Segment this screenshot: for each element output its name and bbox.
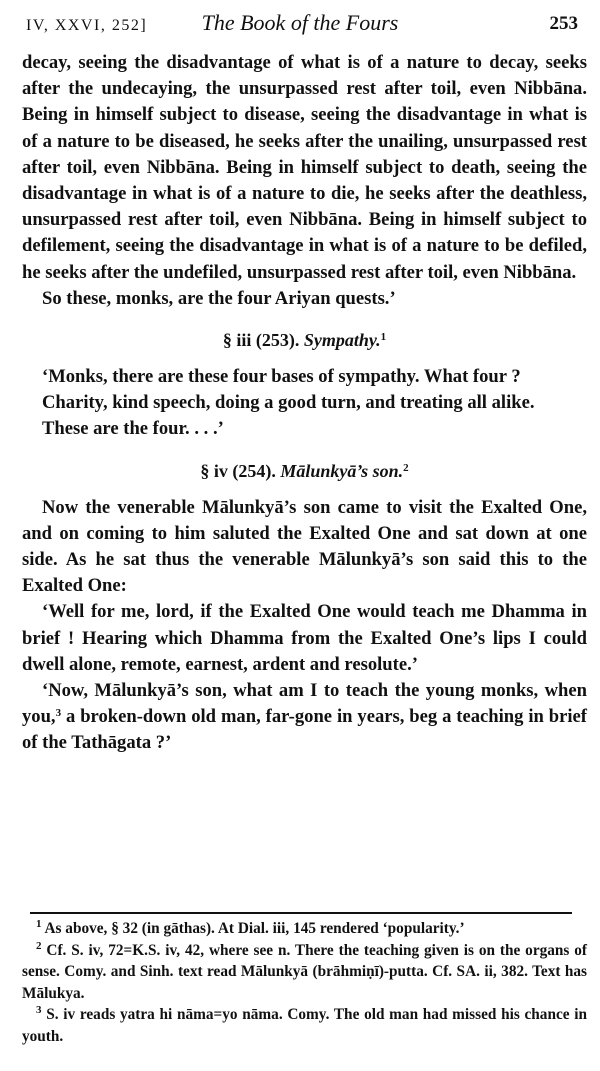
section-title: Mālunkyā’s son.	[280, 460, 404, 481]
paragraph: Now the venerable Mālunkyā’s son came to visit the Exalted One, and on coming to him saluted the Exalted One and sat down at one side. As he sat thus the venerable Mālunkyā’s son said this to the Exalted One:	[22, 496, 587, 597]
footnote	[22, 940, 587, 1005]
footnote-text: Cf. S. iv, 72=K.S. iv, 42, where see n. There the teaching given is on the organs of sense. Comy. and Sinh. text read Mālunkyā (brāhmiṇī)-putta. Cf. SA. ii, 382. Text has Mālukya.	[22, 941, 588, 1002]
footnotes	[22, 918, 587, 1047]
book-title: The Book of the Fours	[201, 10, 399, 35]
footnote-ref[interactable]: 2	[403, 461, 409, 474]
paragraph	[22, 678, 587, 757]
paragraph-continuation: decay, seeing the disadvantage of what is of a nature to decay, seeks after the undecaying, the unsurpassed rest after toil, even Nibbāna. Being in himself subject to disease, seeing the disadvantage in what is of a nature to be diseased, he seeks after the unailing, unsurpassed rest after toil, even Nibbāna. Being in himself subject to death, seeing the disadvantage in what is of a nature to die, he seeks after the deathless, unsurpassed rest after toil, even Nibbāna. Being in himself subject to defilement, seeing the disadvantage in what is of a nature to be defiled, he seeks after the undefiled, unsurpassed rest after toil, even Nibbāna.	[22, 52, 587, 283]
paragraph: ‘Monks, there are these four bases of sympathy. What four ?	[42, 366, 521, 388]
running-header	[22, 8, 578, 42]
footnote	[22, 1004, 587, 1047]
paragraph-quests-summary: So these, monks, are the four Ariyan quests.’	[42, 287, 396, 309]
section-title: Sympathy.	[303, 330, 381, 351]
section-number: § iv (254).	[200, 460, 276, 481]
footnote-number: 1	[36, 918, 42, 930]
paragraph: These are the four. . . .’	[42, 418, 224, 440]
section-heading-sympathy	[22, 328, 587, 352]
paragraph: ‘Well for me, lord, if the Exalted One would teach me Dhamma in brief ! Hearing which Dhamma from the Exalted One’s lips I could dwell alone, remote, earnest, ardent and resolute.’	[22, 601, 587, 675]
footnote	[22, 918, 587, 940]
footnote-text: As above, § 32 (in gāthas). At Dial. iii, 145 rendered ‘popularity.’	[44, 920, 465, 937]
paragraph-text: a broken-down old man, far-gone in years, beg a teaching in brief of the Tathāgata ?’	[22, 706, 587, 754]
page-number: 253	[549, 13, 578, 34]
chapter-reference: IV, XXVI, 252]	[26, 17, 148, 34]
footnote-text: S. iv reads yatra hi nāma=yo nāma. Comy. The old man had missed his chance in youth.	[22, 1006, 587, 1045]
footnote-number: 2	[36, 939, 42, 952]
footnote-divider	[30, 912, 572, 914]
section-heading-malunkya	[22, 459, 587, 483]
footnote-number: 3	[36, 1004, 42, 1016]
main-text	[22, 50, 587, 757]
section-number: § iii (253).	[222, 330, 300, 351]
footnote-ref[interactable]: 3	[55, 707, 62, 720]
footnote-ref[interactable]: 1	[380, 331, 387, 344]
paragraph: Charity, kind speech, doing a good turn, and treating all alike.	[42, 392, 535, 414]
paragraph-text: ‘Now, Mālunkyā’s son, what am I to teach the young monks, when you,	[22, 680, 587, 728]
